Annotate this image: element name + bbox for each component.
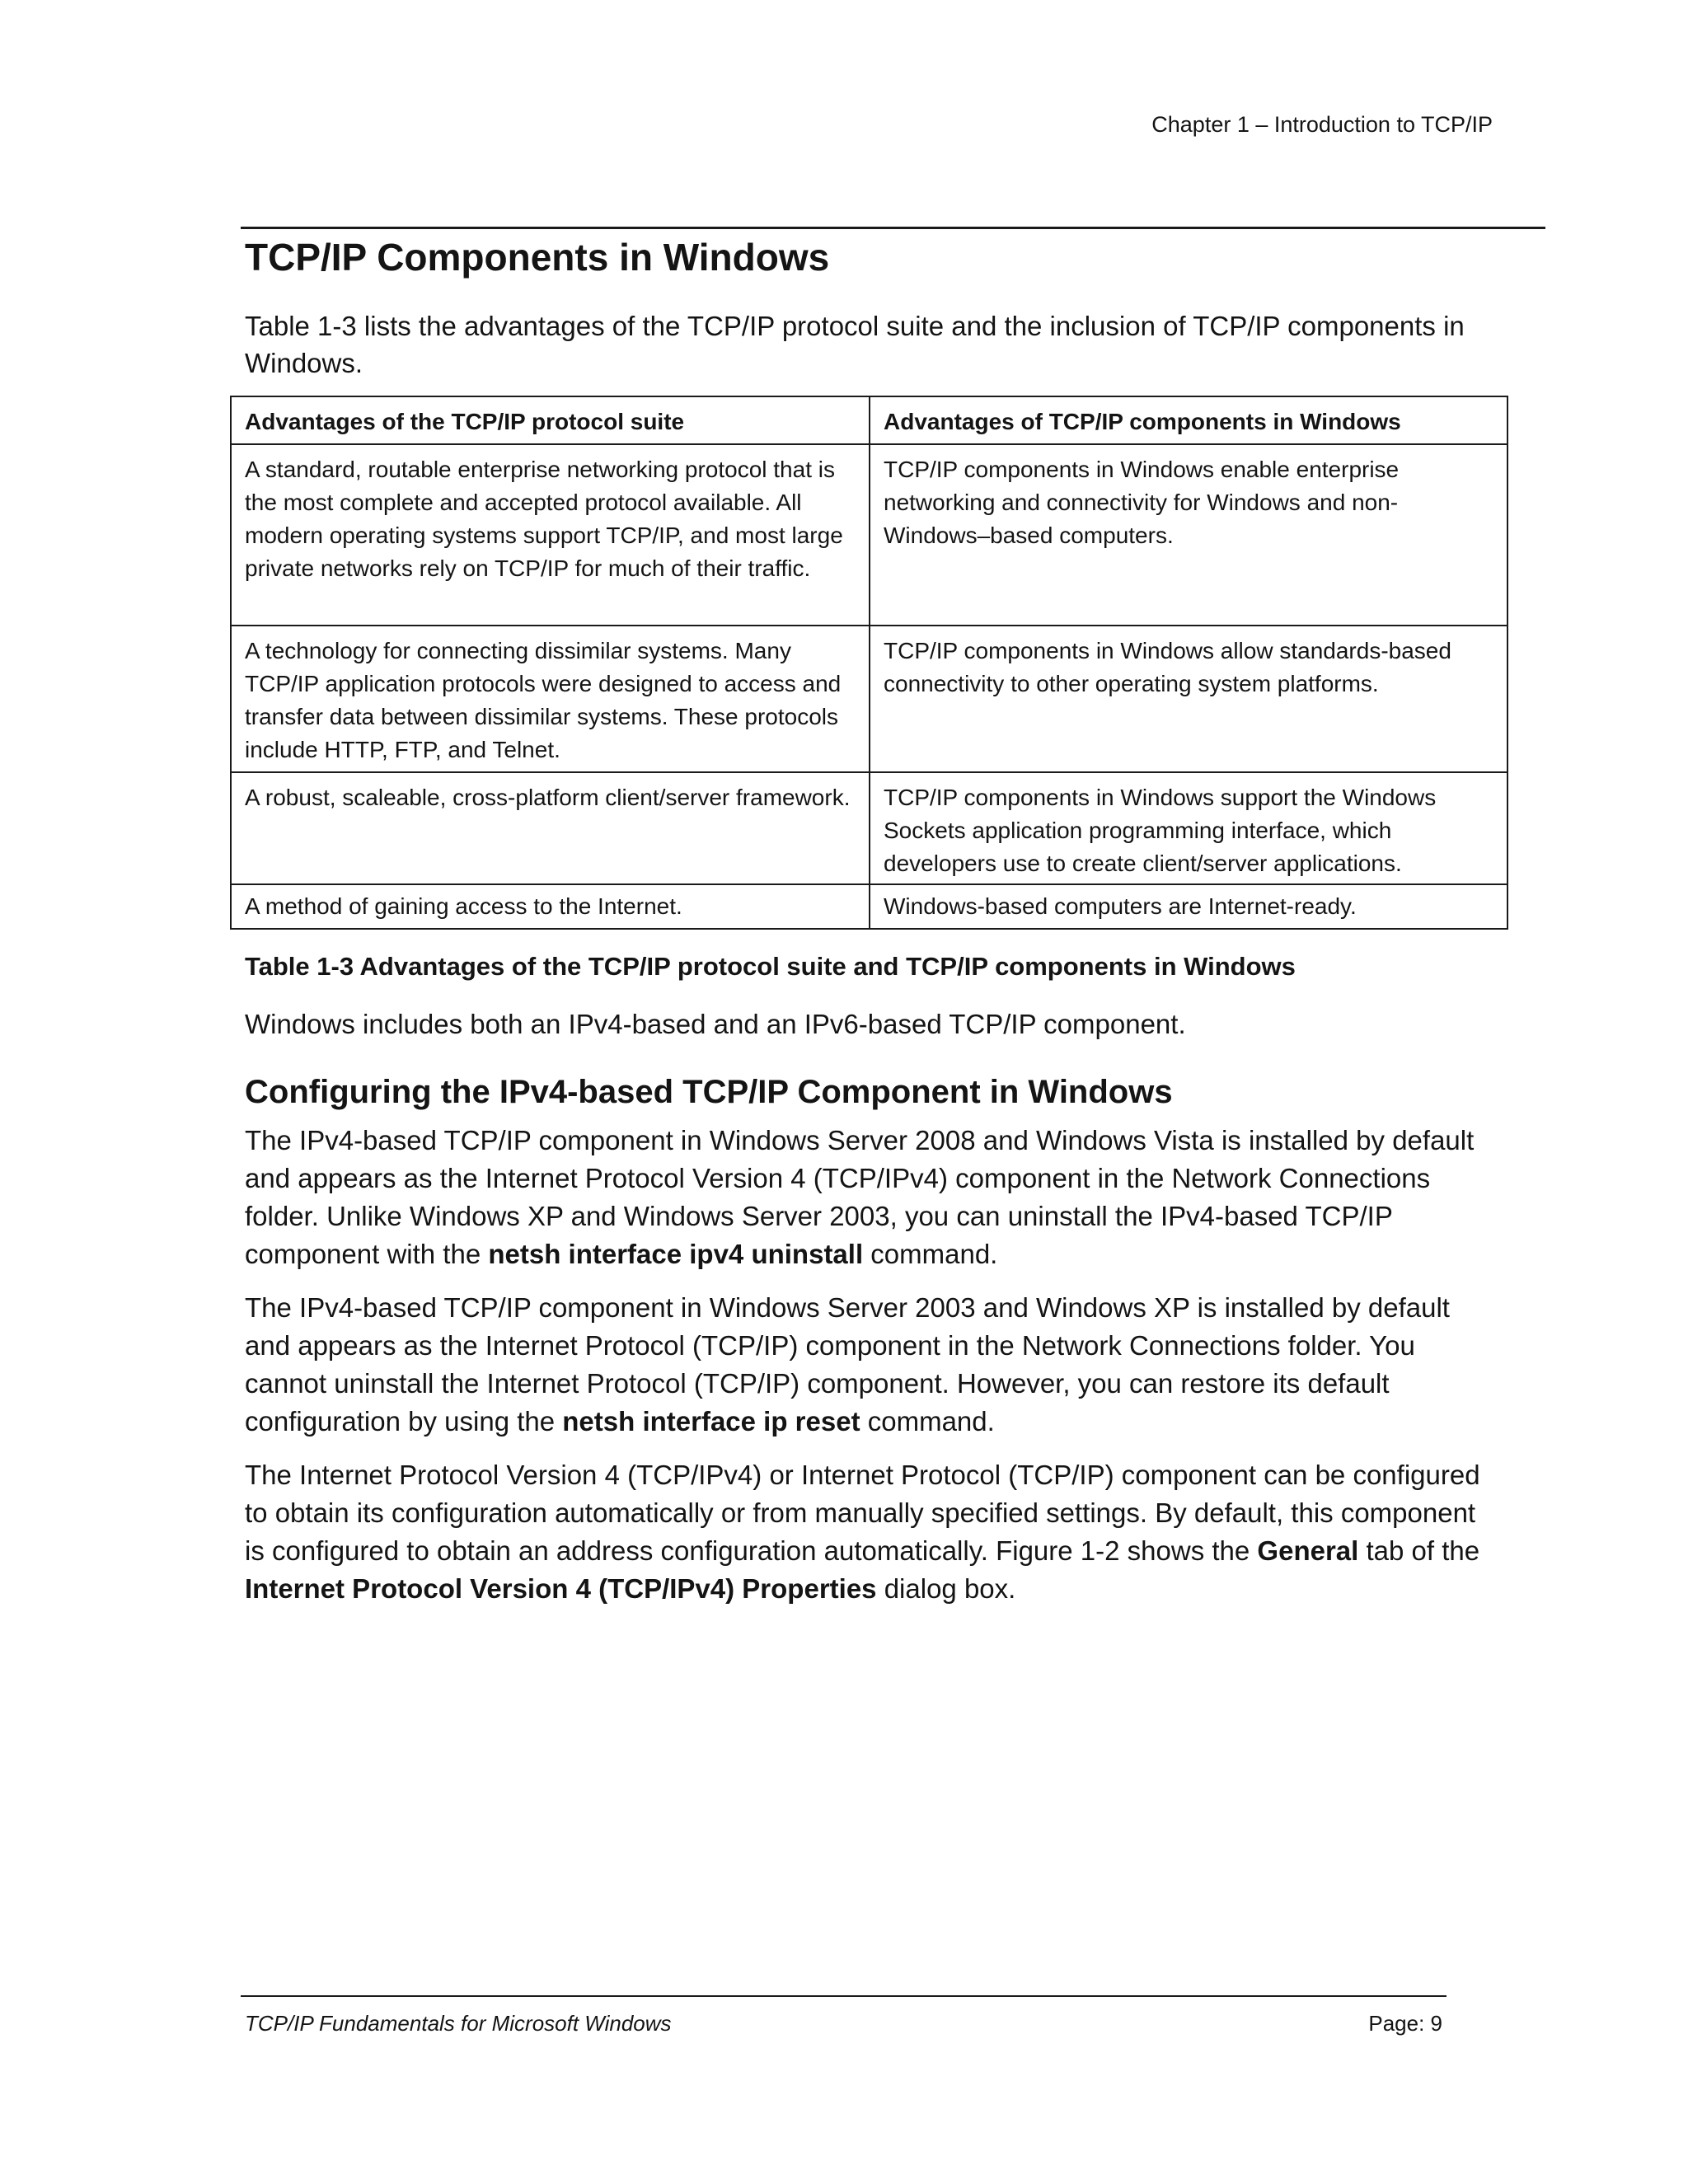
paragraph-text: dialog box. (876, 1573, 1016, 1604)
table-cell: TCP/IP components in Windows support the Windows Sockets application programming interface, which developers use to create client/server applications. (870, 772, 1507, 884)
command-text: netsh interface ip reset (562, 1406, 860, 1436)
header-divider (241, 227, 1545, 229)
tab-name-text: General (1257, 1535, 1359, 1566)
section-title: TCP/IP Components in Windows (245, 236, 830, 279)
footer-book-title: TCP/IP Fundamentals for Microsoft Windows (245, 2011, 672, 2036)
paragraph-text: command. (863, 1239, 998, 1269)
dialog-name-text: Internet Protocol Version 4 (TCP/IPv4) Properties (245, 1573, 877, 1604)
running-header: Chapter 1 – Introduction to TCP/IP (1151, 112, 1493, 137)
ipv4-install-paragraph (245, 1122, 1498, 1273)
paragraph-text: The Internet Protocol Version 4 (TCP/IPv4) or Internet Protocol (TCP/IP) component can be configured to obtain its configuration automatically or from manually specified settings. By default, this component is configured to obtain an address configuration automatically. Figure 1-2 shows the (245, 1460, 1480, 1566)
paragraph-text: The IPv4-based TCP/IP component in Windows Server 2008 and Windows Vista is installed by default and appears as the Internet Protocol Version 4 (TCP/IPv4) component in the Network Connections folder. Unlike Windows XP and Windows Server 2003, you can uninstall the IPv4-based TCP/IP component with the (245, 1125, 1475, 1269)
table-header-row (231, 396, 1507, 444)
table-row (231, 884, 1507, 929)
table-cell: A robust, scaleable, cross-platform client/server framework. (231, 772, 870, 884)
table-header-cell: Advantages of TCP/IP components in Windows (870, 396, 1507, 444)
ipv4-reset-paragraph (245, 1289, 1498, 1441)
paragraph-text: command. (860, 1406, 995, 1436)
table-cell: A standard, routable enterprise networking protocol that is the most complete and accepted protocol available. All modern operating systems support TCP/IP, and most large private networks rely on TCP/IP for much of their traffic. (231, 444, 870, 626)
table-row (231, 444, 1507, 626)
table-cell: TCP/IP components in Windows allow standards-based connectivity to other operating system platforms. (870, 626, 1507, 772)
table-header-cell: Advantages of the TCP/IP protocol suite (231, 396, 870, 444)
intro-paragraph: Table 1-3 lists the advantages of the TCP/IP protocol suite and the inclusion of TCP/IP components in Windows. (245, 311, 1465, 378)
footer-page-number: Page: 9 (1368, 2011, 1442, 2036)
paragraph-text: The IPv4-based TCP/IP component in Windows Server 2003 and Windows XP is installed by default and appears as the Internet Protocol (TCP/IP) component in the Network Connections folder. You cannot uninstall the Internet Protocol (TCP/IP) component. However, you can restore its default configuration by using the (245, 1292, 1450, 1436)
table-row (231, 772, 1507, 884)
table-row (231, 626, 1507, 772)
command-text: netsh interface ipv4 uninstall (488, 1239, 864, 1269)
paragraph-text: tab of the (1358, 1535, 1480, 1566)
advantages-table (230, 396, 1508, 930)
table-cell: TCP/IP components in Windows enable enterprise networking and connectivity for Windows and non-Windows–based computers. (870, 444, 1507, 626)
table-cell: Windows-based computers are Internet-ready. (870, 884, 1507, 929)
both-components-paragraph: Windows includes both an IPv4-based and an IPv6-based TCP/IP component. (245, 1009, 1186, 1039)
table-caption: Table 1-3 Advantages of the TCP/IP protocol suite and TCP/IP components in Windows (245, 952, 1296, 981)
subsection-heading: Configuring the IPv4-based TCP/IP Component in Windows (245, 1074, 1173, 1110)
footer-divider (241, 1995, 1447, 1997)
ipv4-config-paragraph (245, 1456, 1498, 1608)
table-cell: A technology for connecting dissimilar systems. Many TCP/IP application protocols were designed to access and transfer data between dissimilar systems. These protocols include HTTP, FTP, and Telnet. (231, 626, 870, 772)
table-cell: A method of gaining access to the Internet. (231, 884, 870, 929)
